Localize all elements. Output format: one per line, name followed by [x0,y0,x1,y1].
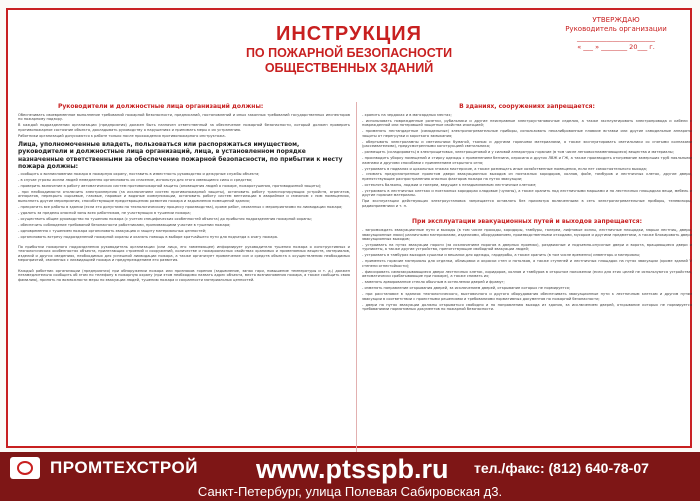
right-item: - заменять армированное стекло обычным в остеклении дверей и фрамуг; [362,280,505,285]
right-item: - устраивать в подвалах и цокольных этажах мастерские, а также размещать иные хозяйственные помещения, если нет самостоятельного выхода; [362,166,648,171]
left-item: - осуществить общее руководство по тушению пожара (с учетом специфических особенностей объекта) до прибытия подразделения пожарной охраны; [18,216,312,221]
left-item: - сообщить о возникновении пожара в пожарную охрану, поставить в известность руководство и дежурные службы объекта; [18,172,260,177]
company-logo [10,457,40,479]
right-item: - использовать поврежденные розетки, рубильники и другие неисправные электроустановочные изделия, а также эксплуатировать электропровода и кабели с поврежденной или потерявшей защитные свойства изоляцией; [362,118,692,128]
date-line: « ___ » ________ 20___ г. [577,43,655,51]
right-item: - хранить на чердаках и в мансардных местах; [362,113,452,117]
approval-label: УТВЕРЖДАЮ [592,16,640,24]
left-bold-paragraph: Лица, уполномоченные владеть, пользоваться или распоряжаться имуществом, руководители и должностные лица организаций, лица, в установленном порядке назначенные ответственными за обеспечение пожарной безопасности, по прибытии к месту пожара должны: [18,141,343,170]
right-item: - фиксировать самозакрывающиеся двери лестничных клеток, коридоров, холлов и тамбуров в открытом положении (если для этих целей не используются устройства, автоматически срабатывающие при пожаре), а также снимать их; [362,269,692,279]
left-column [18,102,350,284]
title-line-1: ИНСТРУКЦИЯ [275,23,423,45]
poster-frame [6,8,692,448]
left-item: - прекратить все работы в здании (если это допустимо по технологическому процессу производства), кроме работ, связанных с мероприятиями по ликвидации пожара; [18,204,343,209]
left-item: - обеспечить соблюдение требований безопасности работниками, принимающими участие в тушении пожара; [18,222,231,227]
right-item: При эксплуатации действующих электроустановок запрещается оставлять без присмотра включенными в сеть электронагревательные приборы, телевизоры, радиоприемники и т. п. [362,199,692,208]
right-item: - устраивать в тамбурах выходов сушилки и вешалки для одежды, гардеробы, а также хранить (в том числе временно) инвентарь и материалы; [362,253,641,258]
right-item: - применять горючие материалы для отделки, облицовки и окраски стен и потолков, а также ступеней и лестничных площадок на путях эвакуации (кроме зданий V степени огнестойкости); [362,259,692,268]
right-item: - загромождать эвакуационные пути и выходы (в том числе проходы, коридоры, тамбуры, галереи, лифтовые холлы, лестничные площадки, марши лестниц, двери, эвакуационные люки) различными материалами, изделиями, оборудованием, производственными отходами, мусором и другими предметами, а также блокировать двери эвакуационных выходов; [362,228,692,242]
left-intro-3: Работники организаций допускаются к работе только после прохождения противопожарного инструктажа. [18,133,226,138]
right-heading-2: При эксплуатации эвакуационных путей и выходов запрещается: [412,218,642,226]
phone-fax: тел./факс: (812) 640-78-07 [474,460,649,476]
title-line-2: ПО ПОЖАРНОЙ БЕЗОПАСНОСТИ [245,46,453,60]
signature-line: ________________________ [577,34,655,42]
right-item: - снимать предусмотренные проектом двери эвакуационных выходов из поэтажных коридоров, холлов, фойе, тамбуров и лестничных клеток, другие двери, препятствующие распространению опасных факторов пожара на путях эвакуации; [362,172,692,181]
right-item: - устраивать на путях эвакуации пороги (за исключением порогов в дверных проемах), раздвижные и подъемно-опускные двери и ворота, вращающиеся двери и турникеты, а также другие устройства, препятствующие свободной эвакуации людей; [362,243,692,252]
column-divider [356,102,357,452]
company-name: ПРОМТЕХСТРОЙ [50,458,198,477]
left-intro-1: Обеспечивать своевременное выполнение требований пожарной безопасности, предписаний, постановлений и иных законных требований государственных инспекторов по пожарному надзору. [18,113,350,122]
left-item: - в случае угрозы жизни людей немедленно организовать их спасение, используя для этого имеющиеся силы и средства; [18,178,253,183]
left-item: - проверить включение в работу автоматических систем противопожарной защиты (оповещения людей о пожаре, пожаротушения, противодымной защиты); [18,183,322,188]
right-item: - обертывать электролампы и светильники бумагой, тканью и другими горючими материалами, а также эксплуатировать светильники со снятыми колпаками (рассеивателями), предусмотренными конструкцией светильника; [362,139,692,149]
right-item: - размещать (складировать) в электрощитовых, электрощитовой и у силовой аппаратуры горючие (в том числе легковоспламеняющиеся) вещества и материалы; [362,150,674,155]
right-item: - производить уборку помещений и стирку одежды с применением бензина, керосина и других ЛВЖ и ГЖ, а также производить отогревание замерзших труб паяльными лампами и другими способами с применением открытого огня; [362,156,692,165]
left-intro-2: В каждой подразделении организации (предприятия) должен быть назначен ответственный за обеспечение пожарной безопасности, который должен проверить противопожарное состояние объекта, докладывать руководству о нарушениях и принимать меры к их устранению. [18,123,350,132]
left-heading: Руководители и должностные лица организаций должны: [58,103,264,110]
title-line-3: ОБЩЕСТВЕННЫХ ЗДАНИЙ [264,61,434,75]
company-address: Санкт-Петербург, улица Полевая Сабировская д3. [197,484,503,499]
left-item: - удалить за пределы опасной зоны всех работников, не участвующих в тушении пожара; [18,210,191,215]
website-link[interactable]: www.ptsspb.ru [256,454,449,484]
right-column [362,102,692,313]
poster-title [8,22,690,76]
left-item: - одновременно с тушением пожара организовать эвакуацию и защиту материальных ценностей; [18,228,207,233]
footer-banner [0,452,700,501]
right-item: - остеклять балконы, лоджии и галереи, ведущие к незадымляемым лестничным клеткам; [362,182,537,187]
left-item: По прибытии пожарного подразделения руководитель организации (или лицо, его заменяющее) информирует руководителя тушения пожара о конструктивных и технологических особенностях объекта, прилегающих строений и сооружений, количестве и пожароопасных свойствах хранимых и применяемых веществ, материалов, изделий и других сведениях, необходимых для успешной ликвидации пожара, а также организует привлечение сил и средств объекта к осуществлению необходимых мероприятий, связанных с ликвидацией пожара и предупреждением его развития. [18,245,350,263]
right-item: - при расстановке в зданиях технологического, выставочного и другого оборудования обеспечивать эвакуационные пути к лестничным клеткам и другим путям эвакуации в соответствии с проектными решениями и требованиями нормативных документов по пожарной безопасности; [362,292,692,301]
right-item: - изменять направление открывания дверей, за исключением дверей, открывание которых не нормируется; [362,286,571,291]
approval-role: Руководитель организации [565,25,667,33]
right-item: - применять нестандартные (самодельные) электронагревательные приборы, использовать некалиброванные плавкие вставки или другие самодельные аппараты защиты от перегрузки и короткого замыкания; [362,129,692,138]
left-item: Каждый работник организации (предприятия) при обнаружении пожара или признаков горения (задымление, запах гари, повышение температуры и т. д.) должен незамедлительно сообщить об этом по телефону в пожарную охрану (при этом необходимо назвать адрес объекта, место возникновения пожара, а также сообщить свою фамилию), принять по возможности меры по эвакуации людей, тушению пожара и сохранности материальных ценностей. [18,268,350,282]
left-item: - организовать встречу подразделений пожарной охраны и оказать помощь в выборе кратчайшего пути для подъезда к очагу пожара. [18,234,279,239]
right-item: - двери на путях эвакуации должны открываться свободно и по направлению выхода из здания, за исключением дверей, открывание которых не нормируется требованиями нормативных документов по пожарной безопасности. [362,302,692,311]
right-item: - устраивать в лестничных клетках и поэтажных коридорах кладовые (чуланы), а также хранить под лестничными маршами и на лестничных площадках вещи, мебель и другие горючие материалы. [362,188,692,198]
left-item: - при необходимости отключить электроэнергию (за исключением систем противопожарной защиты), остановить работу транспортирующих устройств, агрегатов, аппаратов, перекрыть сырьевые, газовые, паровые и водяные коммуникации, остановить работу систем вентиляции в аварийном и смежном с ним помещениях, выполнить другие мероприятия, способствующие предотвращению развития пожара и задымления помещений здания; [18,189,350,203]
right-heading-1: В зданиях, сооружениях запрещается: [459,103,595,110]
